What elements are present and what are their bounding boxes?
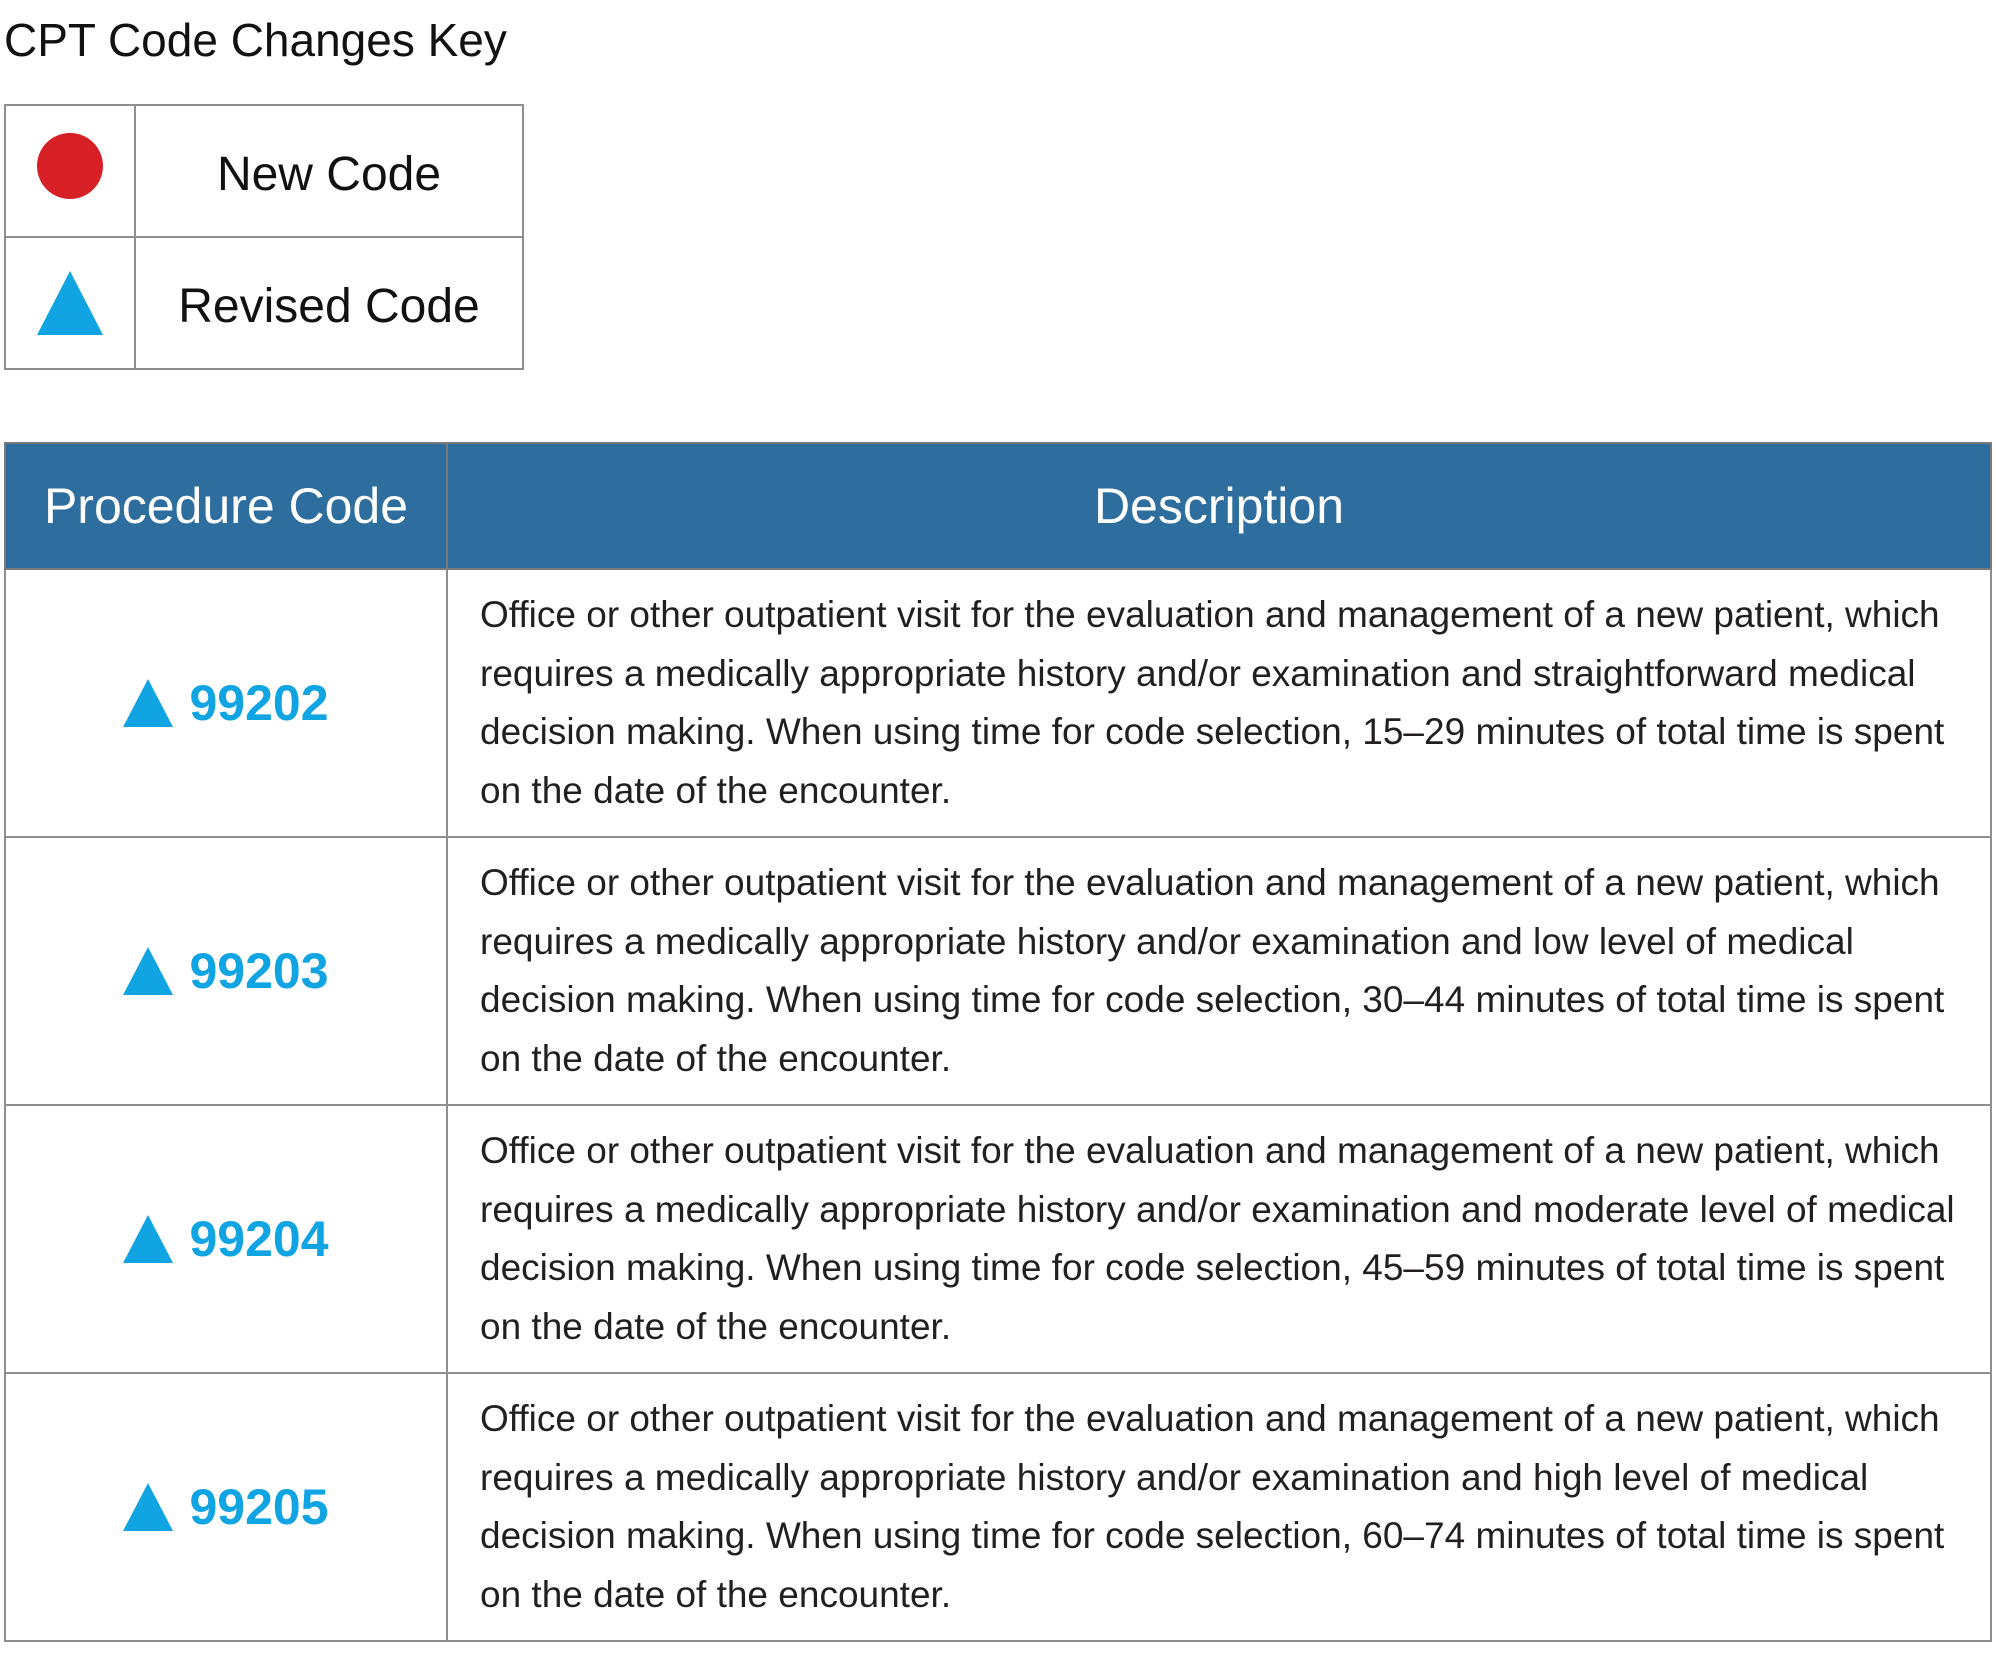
code-cell	[5, 1373, 447, 1641]
key-icon-cell	[5, 237, 135, 369]
page-title: CPT Code Changes Key	[4, 14, 507, 66]
description-cell: Office or other outpatient visit for the evaluation and management of a new patient, which requires a medically appropriate history and/or examination and straightforward medical decision making. When using time for code selection, 15–29 minutes of total time is spent on the date of the encounter.	[447, 569, 1991, 837]
code-cell	[5, 1105, 447, 1373]
blue-triangle-icon	[123, 947, 173, 995]
code-label	[123, 942, 328, 1000]
code-cell	[5, 569, 447, 837]
table-row	[5, 569, 1991, 837]
red-circle-icon	[37, 133, 103, 199]
table-row	[5, 1105, 1991, 1373]
blue-triangle-icon	[123, 1215, 173, 1263]
procedure-code: 99203	[189, 943, 329, 999]
header-procedure-code: Procedure Code	[5, 443, 447, 569]
key-label-new: New Code	[135, 105, 523, 237]
table-header-row	[5, 443, 1991, 569]
procedure-code: 99202	[189, 675, 329, 731]
code-label	[123, 674, 328, 732]
description-cell: Office or other outpatient visit for the evaluation and management of a new patient, which requires a medically appropriate history and/or examination and low level of medical decision making. When using time for code selection, 30–44 minutes of total time is spent on the date of the encounter.	[447, 837, 1991, 1105]
code-label	[123, 1478, 328, 1536]
code-cell	[5, 837, 447, 1105]
key-icon-cell	[5, 105, 135, 237]
key-row-revised	[5, 237, 523, 369]
blue-triangle-icon	[123, 1483, 173, 1531]
code-changes-key	[4, 104, 524, 370]
procedure-code-table	[4, 442, 1992, 1642]
blue-triangle-icon	[37, 271, 103, 335]
blue-triangle-icon	[123, 679, 173, 727]
key-row-new	[5, 105, 523, 237]
procedure-code: 99204	[189, 1211, 329, 1267]
description-cell: Office or other outpatient visit for the evaluation and management of a new patient, which requires a medically appropriate history and/or examination and moderate level of medical decision making. When using time for code selection, 45–59 minutes of total time is spent on the date of the encounter.	[447, 1105, 1991, 1373]
table-row	[5, 1373, 1991, 1641]
key-label-revised: Revised Code	[135, 237, 523, 369]
procedure-code: 99205	[189, 1479, 329, 1535]
code-label	[123, 1210, 328, 1268]
description-cell: Office or other outpatient visit for the evaluation and management of a new patient, which requires a medically appropriate history and/or examination and high level of medical decision making. When using time for code selection, 60–74 minutes of total time is spent on the date of the encounter.	[447, 1373, 1991, 1641]
table-row	[5, 837, 1991, 1105]
header-description: Description	[447, 443, 1991, 569]
